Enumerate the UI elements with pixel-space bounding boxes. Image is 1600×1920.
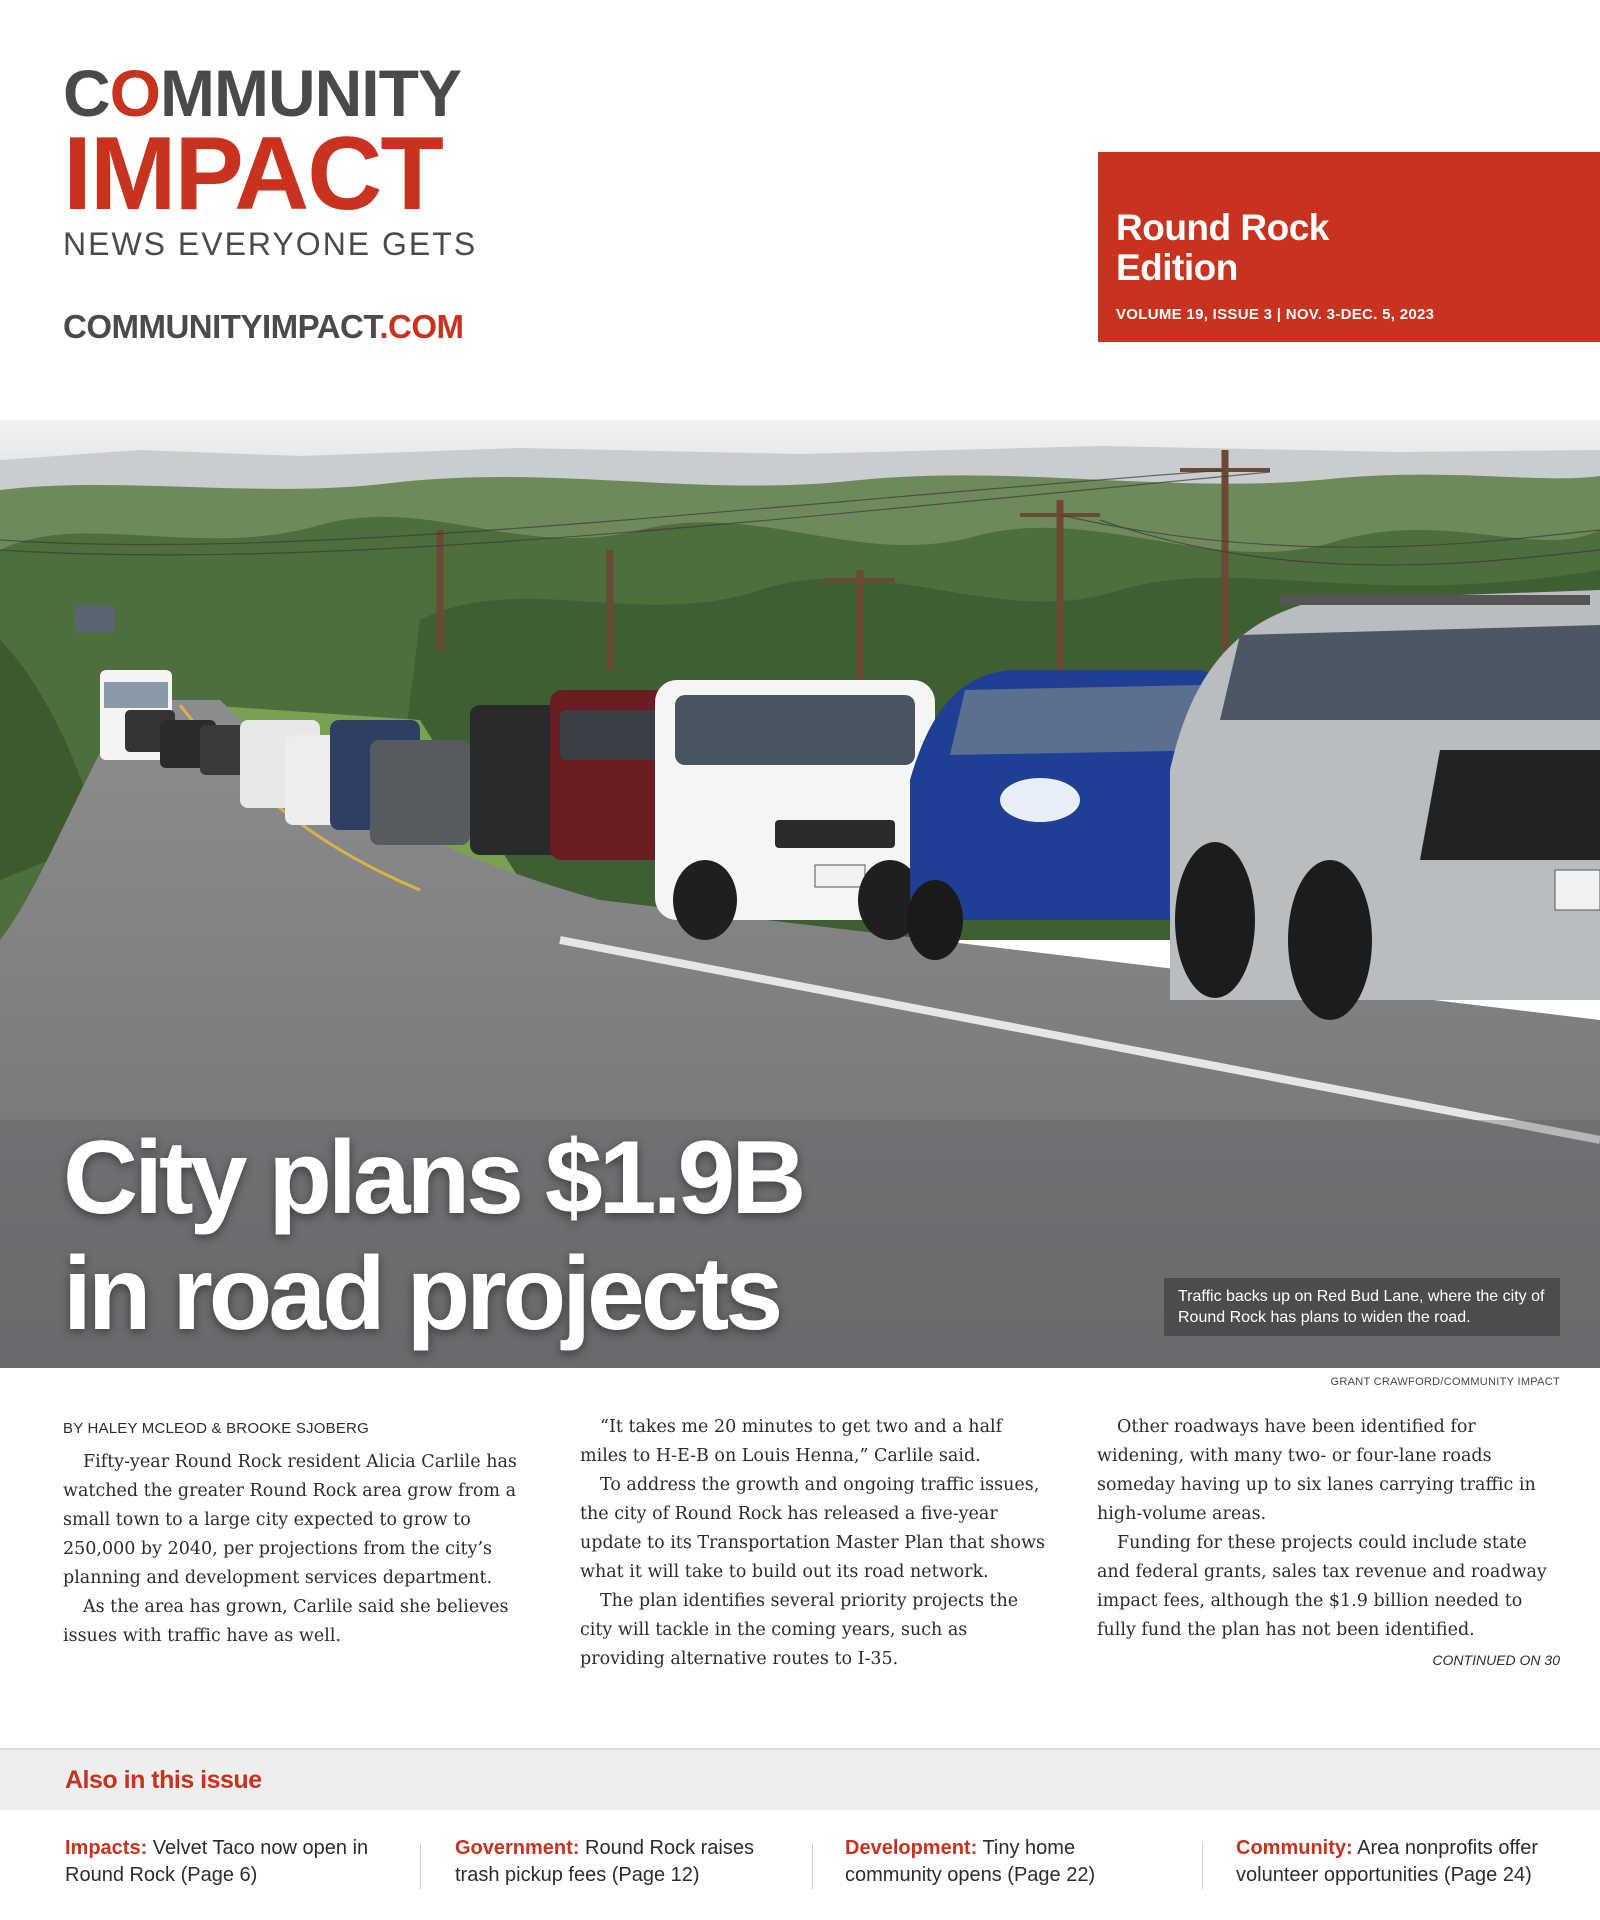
- teaser-category: Impacts:: [65, 1837, 148, 1859]
- article-paragraph: To address the growth and ongoing traffic issues, the city of Round Rock has released a five-year update to its Transportation Master Plan that shows what it will take to build out its road network.: [580, 1475, 1046, 1582]
- teaser-category: Community:: [1236, 1837, 1353, 1859]
- logo-word-community: COMMUNITY: [63, 56, 461, 130]
- hero-photo: [0, 420, 1600, 1368]
- teaser-community[interactable]: [1236, 1835, 1566, 1889]
- photo-caption: Traffic backs up on Red Bud Lane, where the city of Round Rock has plans to widen the road.: [1164, 1278, 1560, 1336]
- article-paragraph: The plan identifies several priority projects the city will tackle in the coming years, such as providing alternative routes to I-35.: [580, 1591, 1019, 1669]
- teaser-list: [0, 1835, 1600, 1905]
- teaser-divider: [420, 1843, 421, 1889]
- teaser-text: Round Rock raises trash pickup fees (Page 12): [455, 1837, 754, 1886]
- teaser-divider: [1202, 1843, 1203, 1889]
- byline: BY HALEY MCLEOD & BROOKE SJOBERG: [63, 1420, 369, 1437]
- logo-word-impact: IMPACT: [63, 116, 442, 232]
- also-in-issue-bar: [0, 1748, 1600, 1810]
- teaser-development[interactable]: [845, 1835, 1175, 1889]
- continued-link[interactable]: CONTINUED ON 30: [1432, 1652, 1560, 1668]
- edition-title: Round Rock Edition: [1116, 207, 1329, 288]
- site-url-link[interactable]: COMMUNITYIMPACT.COM: [63, 308, 464, 345]
- article-column-3: [1097, 1413, 1565, 1645]
- teaser-divider: [812, 1843, 813, 1889]
- article-paragraph: “It takes me 20 minutes to get two and a half miles to H-E-B on Louis Henna,” Carlile said.: [580, 1417, 1003, 1466]
- article-paragraph: As the area has grown, Carlile said she believes issues with traffic have as well.: [63, 1597, 509, 1646]
- teaser-text: Velvet Taco now open in Round Rock (Page 6): [65, 1837, 369, 1886]
- teaser-category: Government:: [455, 1837, 580, 1859]
- location-pin-icon: O: [109, 56, 161, 130]
- teaser-text: Tiny home community opens (Page 22): [845, 1837, 1096, 1886]
- edition-volume: VOLUME 19, ISSUE 3 | NOV. 3-DEC. 5, 2023: [1116, 306, 1435, 323]
- teaser-text: Area nonprofits offer volunteer opportunities (Page 24): [1236, 1837, 1538, 1886]
- article-column-2: [580, 1413, 1048, 1674]
- teaser-category: Development:: [845, 1837, 978, 1859]
- community-impact-logo[interactable]: [63, 56, 493, 262]
- teaser-government[interactable]: [455, 1835, 785, 1889]
- headline: City plans $1.9B in road projects: [63, 1120, 803, 1352]
- article-paragraph: Other roadways have been identified for widening, with many two- or four-lane roads someday having up to six lanes carrying traffic in high-volume areas.: [1097, 1417, 1536, 1524]
- teaser-impacts[interactable]: [65, 1835, 395, 1889]
- also-in-issue-title: Also in this issue: [65, 1766, 262, 1794]
- article-paragraph: Fifty-year Round Rock resident Alicia Carlile has watched the greater Round Rock area grow from a small town to a large city expected to grow to 250,000 by 2040, per projections from the city’s planning and development services department.: [63, 1452, 517, 1588]
- article-column-1: [63, 1448, 531, 1651]
- edition-box: [1098, 152, 1600, 342]
- photo-credit: GRANT CRAWFORD/COMMUNITY IMPACT: [1330, 1376, 1560, 1388]
- logo-tagline: NEWS EVERYONE GETS: [63, 226, 478, 262]
- article-paragraph: Funding for these projects could include state and federal grants, sales tax revenue and roadway impact fees, although the $1.9 billion needed to fully fund the plan has not been identified.: [1097, 1533, 1547, 1640]
